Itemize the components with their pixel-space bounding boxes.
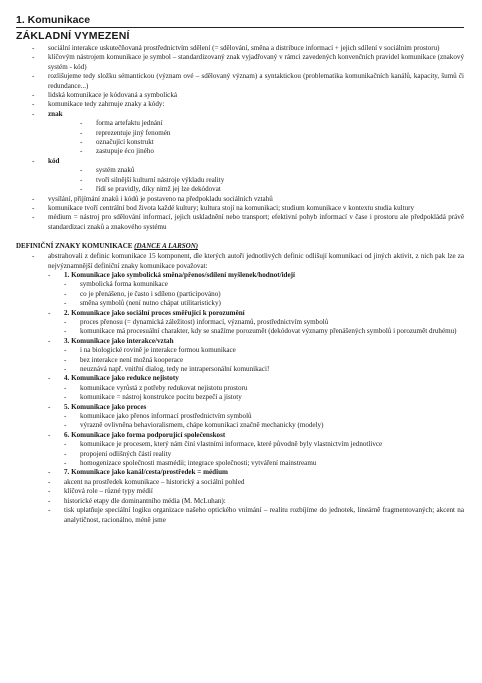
- list-item: - lidská komunikace je kódovaná a symbolická: [16, 91, 464, 100]
- definition-title: - 2. Komunikace jako sociální proces směřující k porozumění: [16, 309, 464, 318]
- list-item: - akcent na prostředek komunikace – historický a sociální pohled: [16, 478, 464, 487]
- list-item: - komunikace tedy zahrnuje znaky a kódy:: [16, 100, 464, 109]
- basics-list: [16, 44, 464, 232]
- list-item: - propojení odlišných částí reality: [16, 450, 464, 459]
- definition-title: - 6. Komunikace jako forma podporující společenskost: [16, 431, 464, 440]
- list-item: - komunikace tvoří centrální bod života každé kultury; kultura stojí na komunikaci; studium komunikace v kontextu studia kultury: [16, 204, 464, 213]
- list-item: - co je přenášeno, je často i sdíleno (participováno): [16, 290, 464, 299]
- chapter-title: 1. Komunikace: [16, 14, 464, 28]
- list-item: - homogenizace společnosti masmédii; integrace společnosti; vytváření mainstreamu: [16, 459, 464, 468]
- list-item: - bez interakce není možná kooperace: [16, 356, 464, 365]
- definition-title: - 7. Komunikace jako kanál/cesta/prostředek = médium: [16, 468, 464, 477]
- definitions-source: (DANCE A LARSON): [134, 242, 199, 251]
- list-item: - reprezentuje jiný fenomén: [16, 129, 464, 138]
- definitions-list: [16, 252, 464, 525]
- znak-term: znak: [48, 109, 63, 118]
- list-item: - směna symbolů (není nutno chápat utilitaristicky): [16, 299, 464, 308]
- definition-title: - 4. Komunikace jako redukce nejistoty: [16, 374, 464, 383]
- definition-title: - 1. Komunikace jako symbolická směna/přenos/sdílení myšlenek/hodnot/idejí: [16, 271, 464, 280]
- list-item: - řídí se pravidly, díky nimž jej lze dekódovat: [16, 185, 464, 194]
- list-item: - označující konstrukt: [16, 138, 464, 147]
- kod-term: kód: [48, 156, 60, 165]
- list-item: - systém znaků: [16, 166, 464, 175]
- list-item: - výrazně ovlivněna behavioralismem, chápe komunikaci značně mechanicky (modely): [16, 421, 464, 430]
- definition-title: - 3. Komunikace jako interakce/vztah: [16, 337, 464, 346]
- list-item: - komunikace = nástroj konstrukce pocitu bezpečí a jistoty: [16, 393, 464, 402]
- section-title: ZÁKLADNÍ VYMEZENÍ: [16, 30, 130, 42]
- list-item: - klíčovým nástrojem komunikace je symbol – standardizovaný znak vyjadřovaný v rámci zavedených konvenčních pravidel komunikace (znakový systém - kód): [16, 53, 464, 72]
- definitions-intro: - abstrahovali z definic komunikace 15 komponent, dle kterých autoři jednotlivých definic odlišují komunikaci od jiných aktivit, z nich pak lze za nejvýznamnější definiční znaky komunikace považovat:: [16, 252, 464, 271]
- list-item: - neuznává např. vnitřní dialog, tedy ne intrapersonální komunikaci!: [16, 365, 464, 374]
- znak-label: [16, 110, 464, 119]
- kod-label: [16, 157, 464, 166]
- list-item: - tisk uplatňuje speciální logiku organizace našeho optického vnímání – realitu rozbíjíme do jednotek, lineárně fragmentovaných; akcent na analytičnost, racionálno, méně jsme: [16, 506, 464, 525]
- list-item: - komunikace vyrůstá z potřeby redukovat nejistotu prostoru: [16, 384, 464, 393]
- list-item: - komunikace má procesuální charakter, kdy se snažíme porozumět (dekódovat významy přenášených symbolů i porozumět druhému): [16, 327, 464, 336]
- list-item: - rozlišujeme tedy složku sémantickou (význam ové – sdělovaný význam) a syntaktickou (problematika komunikačních kanálů, kapacity, šumů či redundance...): [16, 72, 464, 91]
- list-item: - proces přenosu (= dynamická záležitost) informací, významů, prostřednictvím symbolů: [16, 318, 464, 327]
- list-item: - klíčová role – různé typy médií: [16, 487, 464, 496]
- list-item: - vysílání, přijímání znaků i kódů je postaveno na předpokladu sociálních vztahů: [16, 195, 464, 204]
- list-item: - komunikace je procesem, který nám činí vlastními informace, které původně byly vlastnictvím jednotlivce: [16, 440, 464, 449]
- definitions-heading-text: DEFINIČNÍ ZNAKY KOMUNIKACE: [16, 242, 133, 251]
- list-item: - komunikace jako přenos informací prostřednictvím symbolů: [16, 412, 464, 421]
- list-item: - sociální interakce uskutečňovaná prostřednictvím sdělení (= sdělování, směna a distribuce informací + jejich sdílení v sociálním prostoru): [16, 44, 464, 53]
- list-item: - forma artefaktu jednání: [16, 119, 464, 128]
- list-item: - zastupuje éco jiného: [16, 147, 464, 156]
- list-item: - tvoří silnější kulturní nástroje výkladu reality: [16, 176, 464, 185]
- list-item: - historické etapy dle dominantního média (M. McLuhan):: [16, 497, 464, 506]
- list-item: - médium = nástroj pro sdělování informací, jejich uskladnění nebo transport; efektivní pohyb informací v čase i prostoru ale předpokládá právě standardizaci znaků a znakového systému: [16, 213, 464, 232]
- list-item: - i na biologické rovině je interakce formou komunikace: [16, 346, 464, 355]
- definitions-heading: [16, 242, 464, 250]
- list-item: - symbolická forma komunikace: [16, 280, 464, 289]
- definition-title: - 5. Komunikace jako proces: [16, 403, 464, 412]
